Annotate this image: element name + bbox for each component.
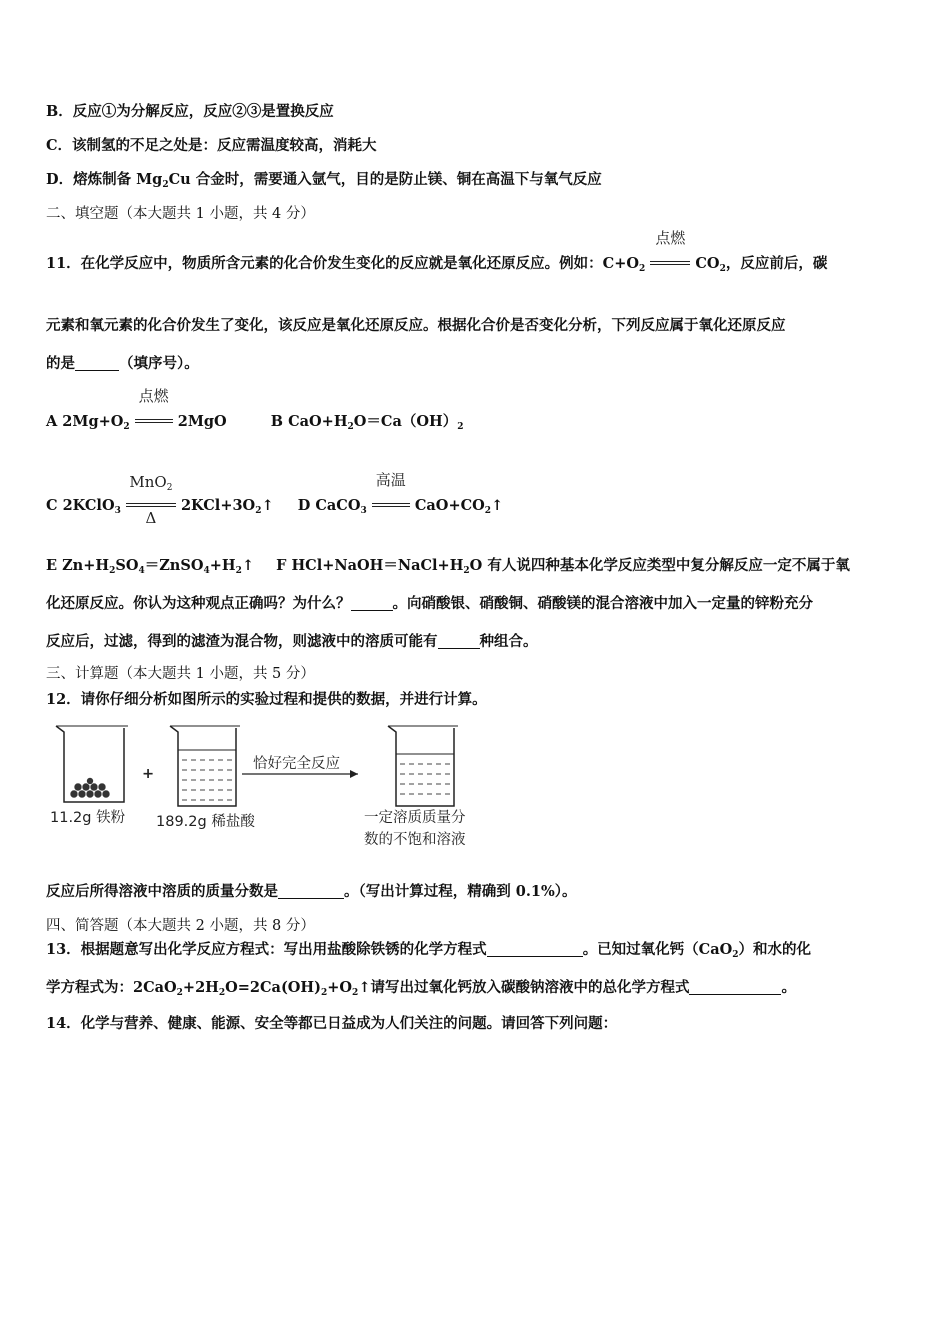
q13-line2 xyxy=(46,978,796,998)
q11-line1 xyxy=(46,229,904,274)
sub: 4 xyxy=(138,566,145,576)
q11-line-q3 xyxy=(46,632,538,652)
answer-blank[interactable] xyxy=(75,356,119,371)
q13-line1 xyxy=(46,940,811,960)
cond-high-label: 高温 xyxy=(375,471,406,489)
cond-ignite-label: 点燃 xyxy=(655,229,686,247)
q11-line-q2 xyxy=(46,594,813,614)
option-b-mid: O＝Ca（OH） xyxy=(353,413,458,430)
q11-options-cd xyxy=(46,471,504,527)
option-e-pre: E Zn+H xyxy=(46,557,110,574)
ignite-condition-a xyxy=(135,387,173,432)
sub: 2 xyxy=(255,506,262,516)
sub: 2 xyxy=(352,988,359,998)
q11-q3-pre: 反应后，过滤，得到的滤渣为混合物，则滤液中的溶质可能有 xyxy=(46,633,438,650)
q11-q3-post: 种组合。 xyxy=(479,633,538,650)
option-b: B．反应①为分解反应，反应②③是置换反应 xyxy=(46,103,334,120)
q11-options-ef xyxy=(46,556,850,576)
q11-line3-pre: 的是 xyxy=(46,355,75,372)
q11-product: CO xyxy=(695,255,720,272)
option-d-sub: 2 xyxy=(162,180,169,190)
up-arrow: ↑ xyxy=(491,497,504,514)
q11-options-ab xyxy=(46,387,464,432)
high-temp-condition xyxy=(372,471,410,516)
answer-blank[interactable] xyxy=(487,942,583,957)
beaker-result-icon xyxy=(388,726,458,806)
sub: 3 xyxy=(360,506,367,516)
sub: 2 xyxy=(347,422,354,432)
q12-answer-post: 。（写出计算过程，精确到 0.1%）。 xyxy=(344,883,577,900)
sub: 2 xyxy=(321,988,328,998)
q11-line3-post: （填序号）。 xyxy=(119,355,199,372)
q13-l2-end: 。 xyxy=(781,979,796,996)
q13-l1-post: 。已知过氧化钙（CaO xyxy=(582,941,733,958)
option-d-eq: D CaCO xyxy=(297,497,361,514)
q13-l2-e: ↑请写出过氧化钙放入碳酸钠溶液中的总化学方程式 xyxy=(358,979,690,996)
q11-line3 xyxy=(46,354,199,374)
sub: 2 xyxy=(463,566,470,576)
cond-ignite-a-label: 点燃 xyxy=(138,387,169,405)
arrow-label: 恰好完全反应 xyxy=(253,756,340,772)
section-3-heading: 三、计算题（本大题共 1 小题，共 5 分） xyxy=(46,666,315,682)
q13-l2-b: +2H xyxy=(182,979,219,996)
option-c-pre: C 2KClO xyxy=(46,497,115,514)
mno2-condition xyxy=(126,473,176,527)
q13-l2-a: 学方程式为：2CaO xyxy=(46,979,177,996)
answer-blank[interactable] xyxy=(278,884,344,899)
option-e-mid2: ＝ZnSO xyxy=(144,557,204,574)
sub: 2 xyxy=(176,988,183,998)
q13-l1-pre: 13．根据题意写出化学反应方程式：写出用盐酸除铁锈的化学方程式 xyxy=(46,941,487,958)
sub: 2 xyxy=(235,566,242,576)
q13-l2-d: +O xyxy=(327,979,353,996)
q12-text: 12．请你仔细分析如图所示的实验过程和提供的数据，并进行计算。 xyxy=(46,691,487,708)
option-d-pre: D．熔炼制备 Mg xyxy=(46,171,163,188)
sub: 3 xyxy=(114,506,121,516)
option-d-post: Cu 合金时，需要通入氩气，目的是防止镁、铜在高温下与氧气反应 xyxy=(168,171,602,188)
option-c: C．该制氢的不足之处是：反应需温度较高，消耗大 xyxy=(46,137,377,154)
q11-q2-post: 。向硝酸银、硝酸铜、硝酸镁的混合溶液中加入一定量的锌粉充分 xyxy=(392,595,813,612)
cond-mno2-label: MnO$_2$ xyxy=(129,473,173,493)
section-4-heading: 四、简答题（本大题共 2 小题，共 8 分） xyxy=(46,918,315,934)
beaker-acid-icon xyxy=(170,726,240,806)
option-c-product: 2KCl+3O xyxy=(180,497,256,514)
option-a-product: 2MgO xyxy=(177,413,227,430)
option-e-mid: SO xyxy=(115,557,139,574)
q12-answer-pre: 反应后所得溶液中溶质的质量分数是 xyxy=(46,883,278,900)
q11-intro: 11．在化学反应中，物质所含元素的化合价发生变化的反应就是氧化还原反应。例如：C+O xyxy=(46,255,639,272)
q13-l2-c: O=2Ca(OH) xyxy=(225,979,321,996)
sub: 2 xyxy=(732,950,739,960)
cond-delta-label: Δ xyxy=(145,509,157,527)
sub: 2 xyxy=(457,422,464,432)
sub: 2 xyxy=(639,264,646,274)
up-arrow: ↑ xyxy=(241,557,254,574)
q12-answer xyxy=(46,882,577,902)
section-2-heading: 二、填空题（本大题共 1 小题，共 4 分） xyxy=(46,206,315,222)
q11-tail: ，反应前后，碳 xyxy=(725,255,828,272)
q11-line2: 元素和氧元素的化合价发生了变化，该反应是氧化还原反应。根据化合价是否变化分析，下列反应属于氧化还原反应 xyxy=(46,317,786,334)
sub: 2 xyxy=(218,988,226,998)
sub: 4 xyxy=(203,566,210,576)
q11-q2-pre: 化还原反应。你认为这种观点正确吗？为什么？ xyxy=(46,595,351,612)
option-b-eq: B CaO+H xyxy=(270,413,348,430)
sub: 2 xyxy=(484,506,492,516)
answer-blank[interactable] xyxy=(689,980,781,995)
plus-sign: + xyxy=(142,766,155,782)
option-d xyxy=(46,170,602,190)
label-iron: 11.2g 铁粉 xyxy=(50,810,126,826)
answer-blank[interactable] xyxy=(351,596,393,611)
sub: 2 xyxy=(719,264,726,274)
q14-text: 14．化学与营养、健康、能源、安全等都已日益成为人们关注的问题。请回答下列问题： xyxy=(46,1015,618,1032)
option-e-end: +H xyxy=(209,557,236,574)
option-f-tail: O 有人说四种基本化学反应类型中复分解反应一定不属于氧 xyxy=(469,557,850,574)
beaker-iron-icon xyxy=(56,726,128,802)
option-f-pre: F HCl+NaOH＝NaCl+H xyxy=(276,557,464,574)
sub: 2 xyxy=(123,422,130,432)
result-label-2: 数的不饱和溶液 xyxy=(364,832,466,848)
label-acid: 189.2g 稀盐酸 xyxy=(156,814,255,830)
option-d-product: CaO+CO xyxy=(414,497,485,514)
ignite-condition xyxy=(650,229,690,274)
up-arrow: ↑ xyxy=(261,497,274,514)
answer-blank[interactable] xyxy=(438,634,480,649)
q13-l1-end: ）和水的化 xyxy=(738,941,812,958)
option-a-pre: A 2Mg+O xyxy=(46,413,124,430)
result-label-1: 一定溶质质量分 xyxy=(364,810,466,826)
experiment-figure xyxy=(0,710,950,860)
sub: 2 xyxy=(109,566,116,576)
